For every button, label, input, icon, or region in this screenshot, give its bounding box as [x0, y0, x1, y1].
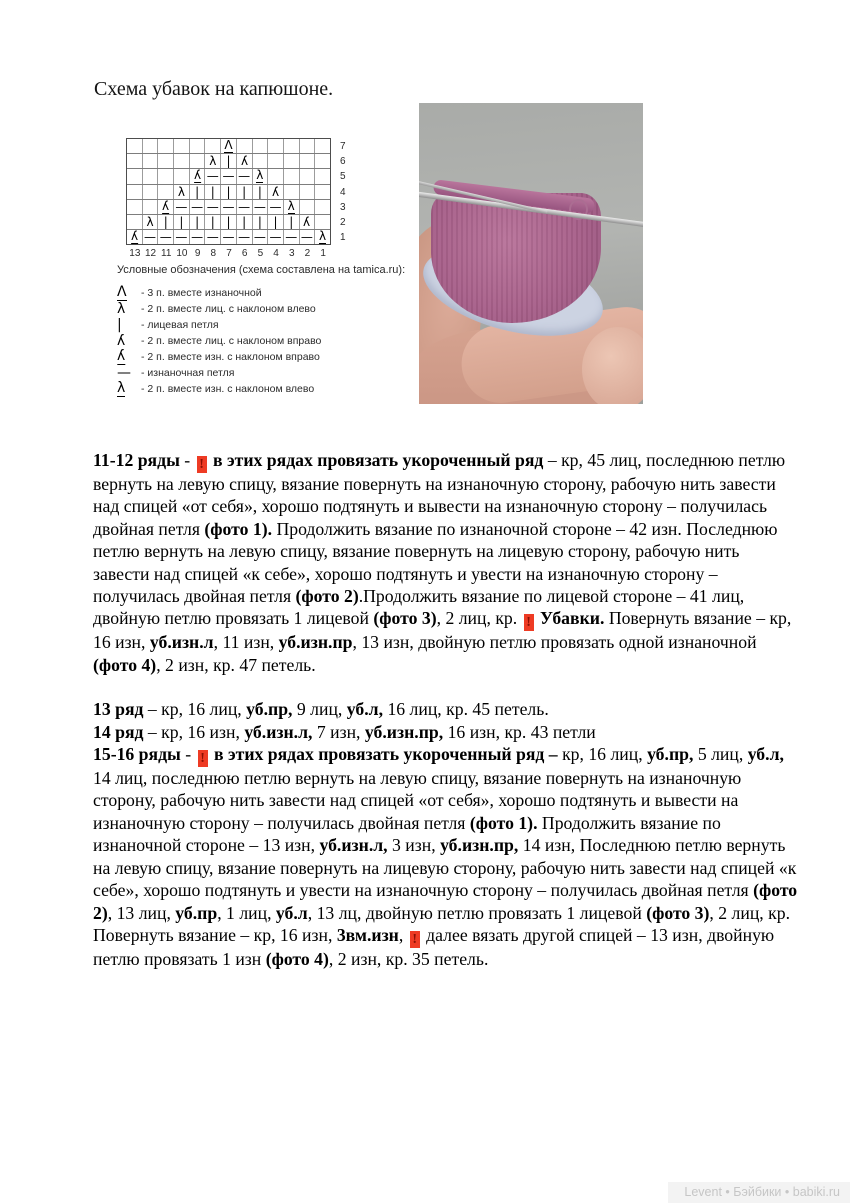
stitch-symbol-p3tog: Λ: [224, 138, 233, 153]
text: , 2 изн, кр. 35 петель.: [328, 948, 489, 969]
chart-cell: [315, 169, 330, 183]
chart-column-number: 2: [304, 248, 311, 260]
chart-row-number: 2: [340, 217, 346, 229]
chart-cell: [190, 139, 206, 153]
legend-item-label: - 2 п. вместе изн. с наклоном влево: [141, 383, 315, 395]
stitch-symbol-p2l: λ: [117, 380, 126, 396]
attention-exclamation-icon: !: [197, 456, 207, 473]
chart-cell: [268, 230, 284, 244]
chart-cell: [158, 139, 174, 153]
chart-row-number: 5: [340, 171, 346, 183]
chart-cell: [174, 169, 190, 183]
chart-row: [127, 185, 330, 200]
text: , 1 лиц,: [217, 902, 276, 923]
text: , 13 лц, двойную петлю провязать 1 лицевой: [307, 902, 647, 923]
chart-cell: [158, 200, 174, 214]
chart-cell: [300, 185, 316, 199]
bold-text: уб.л,: [346, 699, 384, 720]
chart-cell: [221, 139, 237, 153]
text: Продолжить вязание по изнаночной стороне – 13 изн,: [93, 812, 721, 856]
stitch-symbol-k2l: λ: [117, 301, 126, 317]
bold-text: уб.л: [275, 902, 308, 923]
stitch-symbol-k2r: λ: [117, 333, 126, 349]
chart-cell: [237, 230, 253, 244]
bold-text: 13 ряд: [93, 699, 144, 720]
text: – кр, 16 изн,: [143, 721, 245, 742]
text: , 13 лиц,: [107, 902, 176, 923]
chart-cell: [158, 215, 174, 229]
stitch-symbol-k: |: [163, 215, 168, 230]
chart-cell: [205, 185, 221, 199]
stitch-symbol-p: —: [175, 230, 188, 245]
chart-cell: [300, 215, 316, 229]
chart-cell: [300, 139, 316, 153]
chart-cell: [174, 139, 190, 153]
chart-cell: [237, 215, 253, 229]
bold-text: Убавки.: [535, 608, 605, 629]
knitting-chart: [126, 138, 346, 260]
stitch-symbol-p: —: [285, 230, 298, 245]
chart-cell: [158, 154, 174, 168]
bold-text: уб.пр: [175, 902, 218, 923]
stitch-symbol-k: |: [257, 215, 262, 230]
stitch-symbol-k: |: [179, 215, 184, 230]
text: ,: [398, 924, 408, 945]
chart-cell: [127, 200, 143, 214]
chart-column-number: 12: [144, 248, 157, 260]
chart-cell: [221, 185, 237, 199]
text: , 2 изн, кр. 47 петель.: [156, 654, 316, 675]
text: – кр, 16 лиц,: [143, 699, 247, 720]
chart-cell: [315, 154, 330, 168]
bold-text: уб.изн.пр,: [440, 835, 519, 856]
chart-cell: [237, 139, 253, 153]
chart-column-number: 3: [288, 248, 295, 260]
chart-cell: [315, 200, 330, 214]
stitch-symbol-p2r: λ: [130, 229, 138, 244]
chart-cell: [221, 200, 237, 214]
paragraph-rows-15-16: [93, 743, 800, 970]
chart-cell: [127, 139, 143, 153]
bold-text: уб.изн.пр: [278, 632, 353, 653]
legend-symbol-p2r-icon: [117, 349, 141, 365]
stitch-symbol-p: —: [269, 230, 282, 245]
chart-cell: [315, 230, 330, 244]
chart-row-number: 7: [340, 141, 346, 153]
chart-cell: [143, 215, 159, 229]
bold-text: уб.л,: [747, 744, 784, 765]
stitch-symbol-p: —: [222, 169, 235, 184]
chart-cell: [174, 200, 190, 214]
bold-text: уб.изн.пр,: [364, 721, 444, 742]
chart-cell: [143, 200, 159, 214]
paragraph-rows-11-12: [93, 449, 800, 676]
legend-item-label: - лицевая петля: [141, 319, 219, 331]
chart-cell: [190, 200, 206, 214]
text: Продолжить вязание по изнаночной стороне – 42 изн. Последнюю петлю вернуть на левую спицу, вязание повернуть на лицевую сторону, рабочую нить завести над спицей «к себе», хорошо подтянуть и увести на изнаночную сторону – получилась двойная петля: [93, 518, 778, 607]
stitch-symbol-p: —: [144, 230, 157, 245]
chart-cell: [315, 185, 330, 199]
chart-cell: [205, 230, 221, 244]
stitch-symbol-p: —: [159, 230, 172, 245]
text: , 2 лиц, кр. Повернуть вязание – кр, 16 изн,: [93, 902, 790, 945]
chart-column-number: 1: [320, 248, 326, 260]
stitch-symbol-k: |: [242, 184, 247, 199]
chart-column-number: 9: [194, 248, 201, 260]
text: .Продолжить вязание по лицевой стороне – 41 лиц, двойную петлю провязать 1 лицевой: [93, 586, 745, 629]
stitch-symbol-k: |: [242, 215, 247, 230]
stitch-symbol-p2l: λ: [287, 198, 295, 213]
chart-column-number: 13: [129, 248, 141, 260]
chart-cell: [143, 230, 159, 244]
chart-cell: [205, 139, 221, 153]
stitch-symbol-k2l: λ: [209, 154, 217, 169]
chart-cell: [205, 154, 221, 168]
chart-column-number: 4: [273, 248, 279, 260]
stitch-symbol-k2r: λ: [303, 215, 311, 230]
text: 16 изн, кр. 43 петли: [443, 721, 596, 742]
text: 5 лиц,: [693, 744, 748, 765]
bold-text: 14 ряд: [93, 721, 144, 742]
stitch-symbol-p: —: [269, 199, 282, 214]
legend-item-label: - 2 п. вместе лиц. с наклоном влево: [141, 303, 316, 315]
stitch-symbol-k: |: [195, 215, 200, 230]
chart-cell: [190, 154, 206, 168]
chart-cell: [268, 169, 284, 183]
chart-cell: [268, 215, 284, 229]
chart-cell: [284, 230, 300, 244]
stitch-symbol-p: —: [222, 230, 235, 245]
chart-cell: [190, 230, 206, 244]
chart-cell: [127, 154, 143, 168]
chart-cell: [237, 154, 253, 168]
chart-cell: [127, 185, 143, 199]
stitch-symbol-k: |: [226, 184, 231, 199]
stitch-symbol-p: —: [175, 199, 188, 214]
chart-column-numbers: [127, 248, 331, 259]
bold-text: (фото 3): [646, 902, 710, 923]
legend-symbol-p-icon: [117, 366, 141, 380]
stitch-symbol-p: —: [300, 230, 313, 245]
chart-cell: [284, 215, 300, 229]
stitch-symbol-k: |: [289, 215, 294, 230]
stitch-symbol-k: |: [117, 317, 122, 333]
chart-row-number: 6: [340, 156, 346, 168]
text: 3 изн,: [387, 835, 441, 856]
chart-cell: [205, 169, 221, 183]
chart-cell: [237, 185, 253, 199]
attention-exclamation-icon: !: [410, 931, 420, 948]
bold-text: 3вм.изн: [336, 924, 399, 945]
text: 14 лиц, последнюю петлю вернуть на левую спицу, вязание повернуть на изнаночную сторону, рабочую нить завести над спицей «от себя», хорошо подтянуть и вывести на изнаночную сторону – получилась двойная петля: [93, 768, 742, 833]
bold-text: (фото 4): [265, 948, 329, 969]
stitch-symbol-k2l: λ: [177, 184, 185, 199]
legend-symbol-p3tog-icon: [117, 285, 141, 301]
chart-cell: [300, 169, 316, 183]
bold-text: (фото 3): [373, 608, 437, 629]
stitch-symbol-p2l: λ: [319, 229, 327, 244]
chart-cell: [143, 169, 159, 183]
chart-cell: [284, 139, 300, 153]
text: 7 изн,: [312, 721, 365, 742]
bold-text: (фото 2): [93, 880, 798, 923]
stitch-symbol-p2l: λ: [256, 168, 264, 183]
stitch-symbol-k: |: [257, 184, 262, 199]
stitch-symbol-p: —: [253, 230, 266, 245]
chart-cell: [253, 230, 269, 244]
text: -: [179, 450, 195, 470]
chart-cell: [143, 154, 159, 168]
text: – кр, 45 лиц, последнюю петлю вернуть на левую спицу, вязание повернуть на изнаночную сторону, рабочую нить завести над спицей «от себя», хорошо подтянуть и вывести на изнаночную сторону – получилась двойная петля: [93, 450, 786, 539]
chart-cell: [221, 154, 237, 168]
legend-item-label: - изнаночная петля: [141, 367, 235, 379]
legend-item-p3tog: [117, 285, 405, 301]
stitch-symbol-k: |: [273, 215, 278, 230]
chart-legend: [117, 264, 405, 397]
stitch-symbol-p: —: [191, 230, 204, 245]
chart-row: [127, 169, 330, 184]
legend-title: Условные обозначения (схема составлена на tamica.ru):: [117, 264, 406, 276]
chart-cell: [237, 200, 253, 214]
bold-text: уб.изн.л,: [319, 835, 388, 856]
bold-text: уб.изн.л,: [244, 721, 313, 742]
legend-item-p: [117, 365, 405, 381]
page-title: Схема убавок на капюшоне.: [94, 78, 334, 100]
legend-item-p2r: [117, 349, 405, 365]
chart-row: [127, 139, 330, 154]
stitch-symbol-k2r: λ: [271, 184, 280, 199]
chart-row-numbers: [340, 139, 346, 245]
chart-cell: [268, 154, 284, 168]
text: 9 лиц,: [292, 699, 347, 720]
chart-cell: [127, 215, 143, 229]
watermark: Levent • Бэйбики • babiki.ru: [668, 1182, 850, 1203]
stitch-symbol-k: |: [226, 154, 231, 169]
chart-cell: [190, 215, 206, 229]
text: , 13 изн, двойную петлю провязать одной изнаночной: [352, 632, 757, 653]
bold-text: в этих рядах провязать укороченный ряд: [208, 450, 544, 470]
stitch-symbol-p: —: [238, 169, 251, 184]
chart-cell: [143, 139, 159, 153]
stitch-symbol-k2r: λ: [240, 154, 248, 169]
chart-cell: [205, 200, 221, 214]
chart-cell: [268, 185, 284, 199]
text: , 11 изн,: [213, 632, 279, 653]
chart-cell: [315, 139, 330, 153]
paragraph-row-13: [93, 698, 800, 720]
instructions-text: [93, 449, 800, 970]
chart-cell: [174, 215, 190, 229]
chart-cell: [237, 169, 253, 183]
chart-cell: [221, 215, 237, 229]
chart-cell: [127, 169, 143, 183]
stitch-symbol-k: |: [210, 184, 215, 199]
text: 14 изн, Последнюю петлю вернуть на левую спицу, вязание повернуть на лицевую сторону, рабочую нить завести над спицей «к себе», хорошо подтянуть и увести на изнаночную сторону – получилась двойная петля: [93, 835, 797, 901]
stitch-symbol-k2l: λ: [146, 215, 154, 230]
bold-text: (фото 1).: [204, 518, 273, 539]
bold-text: (фото 4): [93, 654, 157, 675]
chart-cell: [253, 139, 269, 153]
bold-text: уб.изн.л: [149, 632, 214, 653]
chart-cell: [253, 200, 269, 214]
stitch-symbol-p3tog: Λ: [117, 284, 127, 300]
chart-column-number: 8: [210, 248, 217, 260]
chart-row: [127, 215, 330, 230]
stitch-symbol-p: —: [206, 230, 219, 245]
attention-exclamation-icon: !: [198, 750, 208, 767]
bold-text: 11-12 ряды: [93, 450, 180, 470]
legend-symbol-k2r-icon: [117, 334, 141, 348]
chart-cell: [190, 169, 206, 183]
text: Повернуть вязание – кр, 16 изн,: [93, 608, 792, 653]
text: -: [180, 744, 196, 765]
chart-cell: [174, 230, 190, 244]
legend-item-p2l: [117, 381, 405, 397]
chart-cell: [284, 154, 300, 168]
chart-cell: [253, 154, 269, 168]
stitch-symbol-p: —: [117, 365, 131, 381]
chart-cell: [158, 169, 174, 183]
stitch-symbol-k: |: [210, 215, 215, 230]
legend-item-k: [117, 317, 405, 333]
bold-text: (фото 2): [295, 586, 359, 607]
stitch-symbol-p: —: [253, 199, 266, 214]
chart-cell: [284, 200, 300, 214]
chart-cell: [300, 154, 316, 168]
stitch-symbol-p: —: [191, 199, 204, 214]
chart-cell: [268, 200, 284, 214]
chart-cell: [284, 169, 300, 183]
stitch-symbol-p: —: [206, 169, 219, 184]
text: 16 лиц, кр. 45 петель.: [383, 699, 549, 720]
stitch-symbol-p: —: [238, 199, 251, 214]
chart-column-number: 10: [176, 248, 188, 260]
chart-cell: [221, 230, 237, 244]
bold-text: (фото 1).: [469, 812, 538, 833]
legend-items: [117, 285, 405, 397]
legend-item-label: - 2 п. вместе изн. с наклоном вправо: [141, 351, 320, 363]
stitch-symbol-p2r: λ: [193, 168, 201, 183]
chart-row: [127, 230, 330, 244]
chart-cell: [300, 230, 316, 244]
chart-cell: [315, 215, 330, 229]
legend-item-k2l: [117, 301, 405, 317]
chart-cell: [253, 185, 269, 199]
chart-column-number: 7: [226, 248, 232, 260]
chart-column-number: 6: [241, 248, 248, 260]
chart-row: [127, 154, 330, 169]
chart-grid: [126, 138, 331, 245]
chart-cell: [190, 185, 206, 199]
chart-row-number: 1: [340, 232, 346, 244]
text: далее вязать другой спицей – 13 изн, двойную петлю провязать 1 изн: [93, 924, 775, 969]
chart-cell: [174, 185, 190, 199]
chart-cell: [253, 215, 269, 229]
legend-symbol-p2l-icon: [117, 381, 141, 397]
chart-row: [127, 200, 330, 215]
chart-column-number: 5: [257, 248, 264, 260]
chart-cell: [300, 200, 316, 214]
bold-text: 15-16 ряды: [93, 744, 181, 765]
chart-row-number: 3: [340, 201, 346, 213]
attention-exclamation-icon: !: [524, 614, 534, 631]
text: кр, 16 лиц,: [557, 744, 648, 765]
bold-text: уб.пр,: [647, 744, 694, 765]
legend-item-k2r: [117, 333, 405, 349]
chart-cell: [158, 230, 174, 244]
chart-cell: [221, 169, 237, 183]
photo-knitted-hood: [419, 103, 643, 404]
stitch-symbol-p2r: λ: [117, 348, 126, 364]
chart-cell: [253, 169, 269, 183]
stitch-symbol-k: |: [195, 184, 200, 199]
chart-column-number: 11: [161, 248, 172, 260]
paragraph-row-14: [93, 721, 800, 743]
legend-item-label: - 3 п. вместе изнаночной: [141, 287, 262, 299]
bold-text: уб.пр,: [246, 699, 293, 720]
stitch-symbol-p: —: [206, 199, 219, 214]
legend-symbol-k2l-icon: [117, 302, 141, 316]
chart-cell: [127, 230, 143, 244]
chart-cell: [284, 185, 300, 199]
chart-cell: [174, 154, 190, 168]
legend-item-label: - 2 п. вместе лиц. с наклоном вправо: [141, 335, 322, 347]
chart-row-number: 4: [340, 186, 346, 198]
stitch-symbol-p: —: [222, 199, 235, 214]
chart-cell: [158, 185, 174, 199]
chart-cell: [268, 139, 284, 153]
chart-cell: [143, 185, 159, 199]
stitch-symbol-k: |: [226, 215, 231, 230]
text: , 2 лиц, кр.: [436, 608, 522, 629]
chart-cell: [205, 215, 221, 229]
stitch-symbol-p: —: [238, 230, 251, 245]
legend-symbol-k-icon: [117, 318, 141, 332]
bold-text: в этих рядах провязать укороченный ряд –: [209, 744, 558, 765]
stitch-symbol-p2r: λ: [162, 198, 170, 213]
